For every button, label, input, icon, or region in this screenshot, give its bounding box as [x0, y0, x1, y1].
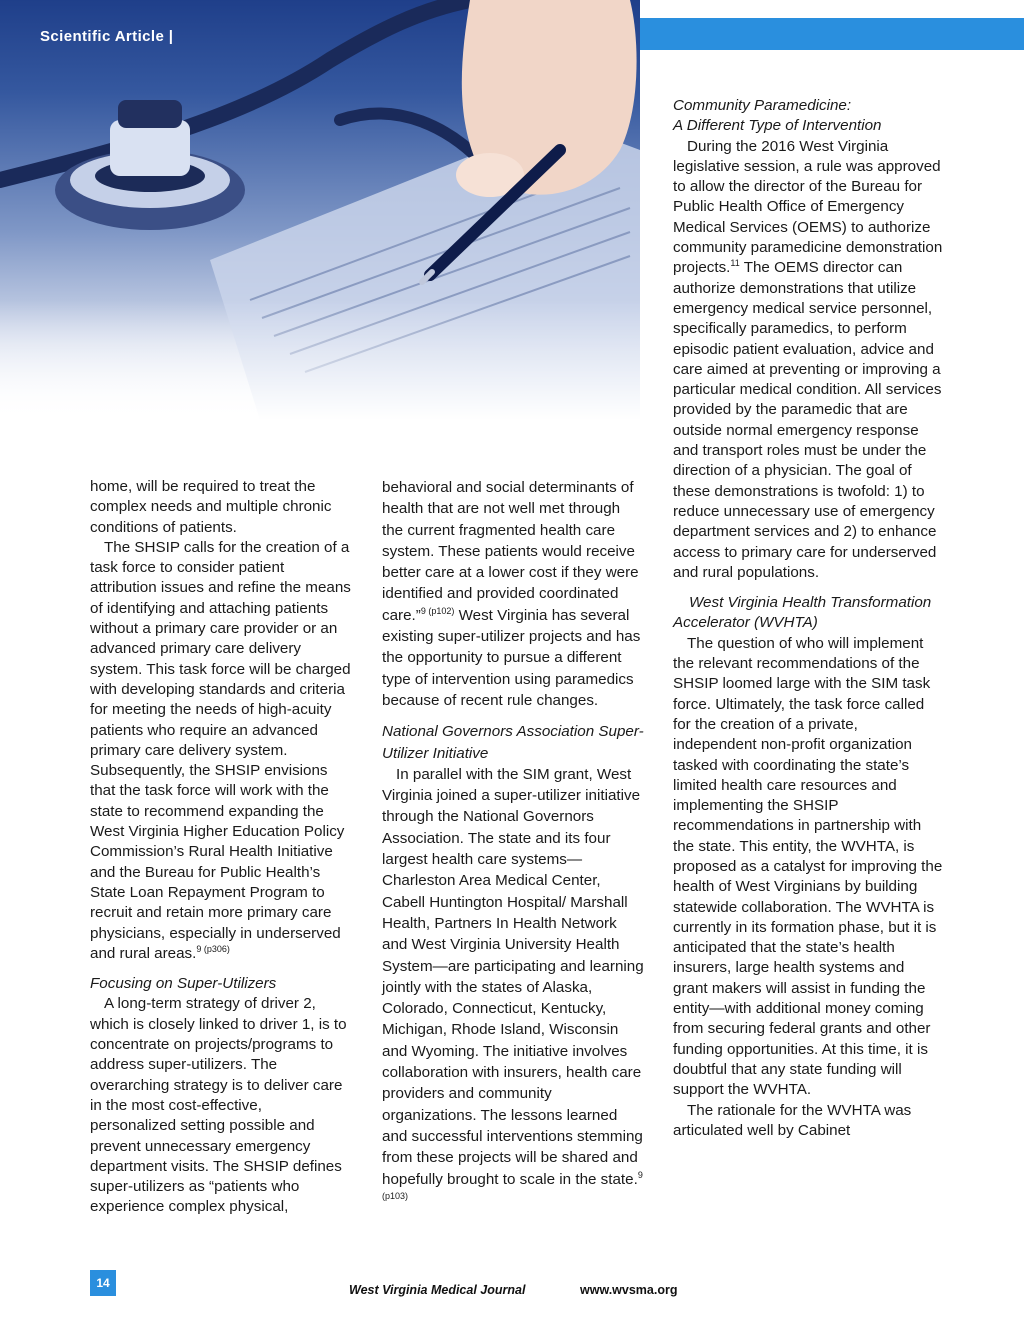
paragraph: During the 2016 West Virginia legislative session, a rule was approved to allow the director of the Bureau for Public Health Office of Emergency Medical Services (OEMS) to authorize community paramedicine demonstration projects.$^{11}$ The OEMS director can authorize demonstrations that utilize emergency medical service personnel, specifically paramedics, to perform episodic patient evaluation, advice and care aimed at preventing or improving a particular medical condition. All services provided by the paramedic that are outside normal emergency response and transport roles must be under the direction of a physician. The goal of these demonstrations is twofold: 1) to reduce unnecessary use of emergency department services and 2) to enhance access to primary care for underserved and rural populations.: [673, 137, 943, 581]
paragraph: The question of who will implement the relevant recommendations of the SHSIP loomed large with the SIM task force. Ultimately, the task force called for the creation of a private, independent non-profit organization tasked with coordinating the state’s limited health care resources and implementing the SHSIP recommendations in partnership with the state. This entity, the WVHTA, is proposed as a catalyst for improving the health of West Virginians by building statewide collaboration. The WVHTA is currently in its formation phase, but it is anticipated that the state’s health insurers, large health systems and grant makers will assist in funding the entity—with additional money coming from securing federal grants and other funding opportunities. At this time, it is doubtful that any state funding will support the WVHTA.: [673, 634, 943, 1099]
citation: 11: [730, 258, 740, 269]
website-url: www.wvsma.org: [580, 1283, 678, 1297]
page-number: 14: [90, 1270, 116, 1296]
citation: 9 (p103): [382, 1169, 643, 1201]
column-2: [382, 477, 644, 1211]
paragraph: A long-term strategy of driver 2, which is closely linked to driver 1, is to concentrate on projects/programs to address super-utilizers. The overarching strategy is to deliver care in the most cost-effective, personalized setting possible and prevent unnecessary emergency department visits. The SHSIP defines super-utilizers as “patients who experience complex physical,: [90, 995, 347, 1216]
header-photo: [0, 0, 640, 420]
column-1: [90, 477, 352, 1218]
paragraph: behavioral and social determinants of health that are not well met through the current fragmented health care system. These patients would receive better care at a lower cost if they were identified and provided coordinated care.”$^{9 (p102)}$ West Virginia has several existing super-utilizer projects and has the opportunity to pursue a different type of intervention using paramedics because of recent rule changes.: [382, 479, 641, 709]
citation: 9 (p102): [420, 605, 455, 616]
section-label: Scientific Article |: [40, 28, 174, 45]
column-3: [673, 96, 943, 1141]
header-accent-bar: [640, 18, 1024, 50]
subheading: West Virginia Health Transformation Accelerator (WVHTA): [673, 594, 932, 632]
paragraph: The rationale for the WVHTA was articulated well by Cabinet: [673, 1101, 912, 1139]
subheading: Community Paramedicine:: [673, 97, 852, 114]
journal-name: West Virginia Medical Journal: [349, 1283, 526, 1297]
subheading: Focusing on Super-Utilizers: [90, 975, 277, 993]
citation: 9 (p306): [196, 943, 230, 954]
paragraph: home, will be required to treat the complex needs and multiple chronic conditions of patients.: [90, 478, 332, 536]
subheading: National Governors Association Super-Utilizer Initiative: [382, 723, 644, 762]
paragraph: The SHSIP calls for the creation of a task force to consider patient attribution issues and refine the means of identifying and attaching patients without a primary care provider or an advanced primary care delivery system. This task force will be charged with developing standards and criteria for meeting the needs of high-acuity patients who require an advanced primary care delivery system. Subsequently, the SHSIP envisions that the task force will work with the state to recommend expanding the West Virginia Higher Education Policy Commission’s Rural Health Initiative and the Bureau for Public Health’s State Loan Repayment Program to recruit and retain more primary care physicians, especially in underserved and rural areas.$^{9 (p306)}$: [90, 538, 351, 962]
paragraph: In parallel with the SIM grant, West Virginia joined a super-utilizer initiative through the National Governors Association. The state and its four largest health care systems—Charleston Area Medical Center, Cabell Huntington Hospital/ Marshall Health, Partners In Health Network and West Virginia University Health System—are participating and learning jointly with the states of Alaska, Colorado, Connecticut, Kentucky, Michigan, Rhode Island, Wisconsin and Wyoming. The initiative involves collaboration with insurers, health care providers and community organizations. The lessons learned and successful interventions stemming from these projects will be shared and hopefully brought to scale in the state.$^{9 (p103)}$: [382, 765, 644, 1201]
subheading: A Different Type of Intervention: [673, 117, 882, 135]
